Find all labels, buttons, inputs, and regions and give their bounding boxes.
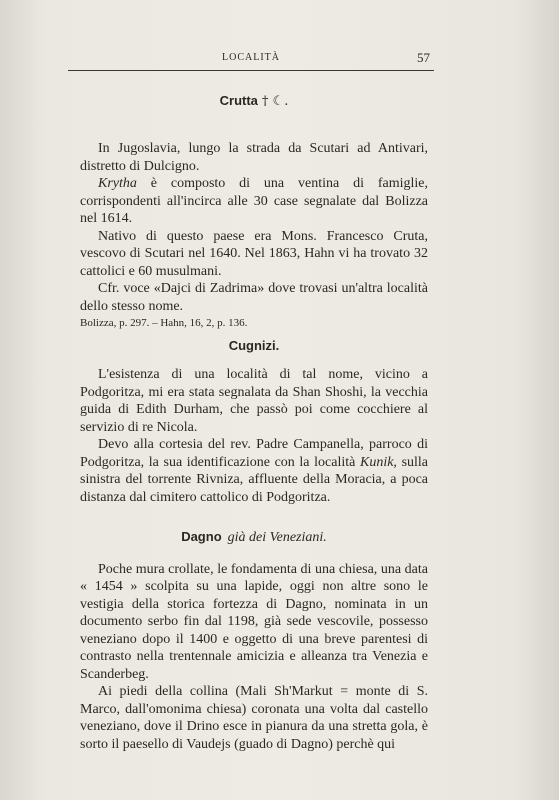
running-head: LOCALITÀ [222, 52, 280, 63]
paragraph [80, 175, 428, 228]
paragraph-text: L'esistenza di una località di tal nome, vicino a Podgoritza, mi era stata segnalata da Shan Shoshi, la vecchia guida di Edith Durham, che passò poi come cocchiere al servizio di re Nicola. [80, 367, 428, 435]
entry-name: Crutta [219, 93, 258, 108]
entry-name: Dagno [181, 529, 222, 544]
paragraph-text: è composto di una ventina di famiglie, corrispondenti all'incirca alle 30 case segnalate dal Bolizza nel 1614. [80, 176, 428, 226]
page-body [80, 88, 428, 753]
paragraph [80, 228, 428, 281]
entry-title-crutta [80, 92, 428, 111]
religion-symbols: † ☾. [261, 94, 289, 109]
paragraph [80, 561, 428, 684]
page-number: 57 [417, 50, 430, 65]
citation-text: Bolizza, p. 297. – Hahn, 16, 2, p. 136. [80, 317, 248, 329]
entry-title-cugnizi [80, 337, 428, 355]
paragraph [80, 123, 428, 176]
entry-name: Cugnizi. [228, 337, 280, 353]
paragraph [80, 366, 428, 436]
paragraph-text: Cfr. voce «Dajci di Zadrima» dove trovasi un'altra località dello stesso nome. [80, 281, 428, 314]
entry-subtitle: già dei Veneziani. [227, 530, 327, 545]
paragraph-text: Ai piedi della collina (Mali Sh'Markut = monte di S. Marco, dall'omonima chiesa) coronata una volta dal castello veneziano, dove il Drino esce in pianura da una stretta gola, è sorto il paesello di Vaudejs (guado di Dagno) perchè qui [80, 684, 428, 752]
paragraph [80, 436, 428, 506]
paragraph-text: Poche mura crollate, le fondamenta di una chiesa, una data « 1454 » scolpita su una lapide, oggi non altre sono le vestigia della storica fortezza di Dagno, nominata in un documento serbo fin dal 1198, già sede vescovile, possesso veneziano dopo il 1400 e oggetto di una breve parentesi di contrasto nella trentennale amicizia e alleanza tra Venezia e Scanderbeg. [80, 561, 428, 682]
paragraph-text: In Jugoslavia, lungo la strada da Scutari ad Antivari, distretto di Dulcigno. [80, 141, 428, 174]
paragraph [80, 280, 428, 315]
page-header [68, 50, 434, 71]
paragraph-text: Nativo di questo paese era Mons. Francesco Cruta, vescovo di Scutari nel 1640. Nel 1863, Hahn vi ha trovato 32 cattolici e 60 musulmani. [80, 228, 428, 279]
paragraph-text: sulla sinistra del torrente Rivniza, affluente della Moracia, a poca distanza dal cimitero cattolico di Podgoritza. [80, 454, 429, 505]
italic-term: Krytha [98, 176, 137, 191]
italic-term: Kunik, [359, 454, 397, 470]
paragraph-text: Devo alla cortesia del rev. Padre Campanella, parroco di Podgoritza, la sua identificazione con la località [80, 437, 428, 470]
paragraph [80, 683, 428, 753]
source-citation [80, 315, 428, 333]
entry-title-dagno [80, 528, 428, 547]
